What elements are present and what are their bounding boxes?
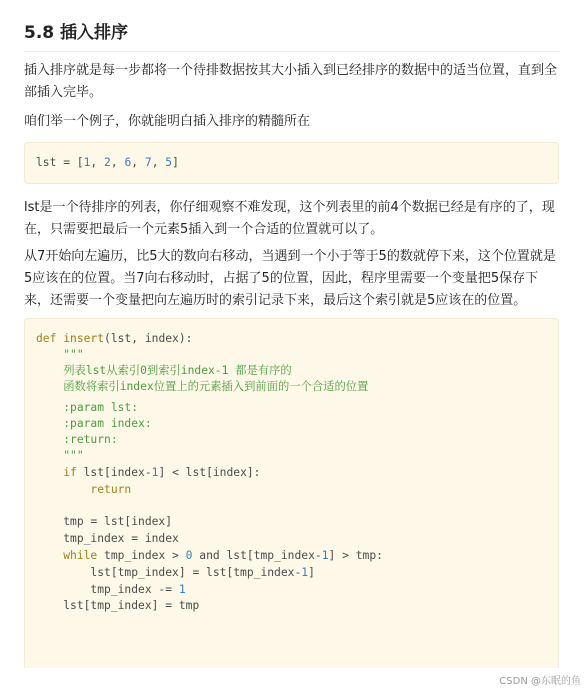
code-line: """ [63, 449, 84, 462]
code-block-insert [24, 318, 559, 668]
code-line: 列表lst从索引0到索引index-1 都是有序的 [63, 364, 292, 377]
code-line: def insert(lst, index): [36, 332, 193, 345]
code-line: lst[tmp_index] = tmp [63, 599, 200, 612]
traversal-line-1: 从7开始向左遍历，比5大的数向右移动，当遇到一个小于等于5的数就停下来，这个位置就是 [24, 249, 556, 264]
code-line: :param index: [63, 417, 152, 430]
code-block-list [24, 142, 559, 184]
explanation-line-1: lst是一个待排序的列表，你仔细观察不难发现，这个列表里的前4个数据已经是有序的了，现 [24, 200, 555, 215]
code-line: :return: [63, 433, 118, 446]
traversal-line-3: 来，还需要一个变量把向左遍历时的索引记录下来，最后这个索引就是5应该在的位置。 [24, 293, 527, 308]
code-line: """ [63, 348, 84, 361]
code-line: tmp_index -= 1 [90, 583, 186, 596]
code-line: lst = [1, 2, 6, 7, 5] [36, 156, 179, 169]
example-paragraph: 咱们举一个例子，你就能明白插入排序的精髓所在 [24, 114, 311, 129]
code-line: if lst[index-1] < lst[index]: [63, 466, 261, 479]
intro-line-2: 部插入完毕。 [24, 85, 103, 100]
code-line: lst[tmp_index] = lst[tmp_index-1] [90, 566, 315, 579]
traversal-line-2: 5应该在的位置。当7向右移动时，占据了5的位置，因此，程序里需要一个变量把5保存下 [24, 271, 539, 286]
code-line: :param lst: [63, 401, 139, 414]
code-line: tmp_index = index [63, 532, 179, 545]
explanation-paragraph [24, 197, 562, 241]
intro-line-1: 插入排序就是每一步都将一个待排数据按其大小插入到已经排序的数据中的适当位置，直到全 [24, 63, 558, 78]
code-line: while tmp_index > 0 and lst[tmp_index-1] > tmp: [63, 549, 383, 562]
code-line: 函数将索引index位置上的元素插入到前面的一个合适的位置 [63, 380, 369, 393]
code-line: return [90, 483, 132, 496]
intro-paragraph [24, 60, 562, 104]
code-line: tmp = lst[index] [63, 515, 173, 528]
traversal-paragraph [24, 246, 562, 312]
explanation-line-2: 在，只需要把最后一个元素5插入到一个合适的位置就可以了。 [24, 222, 384, 237]
csdn-watermark: CSDN @东眠的鱼 [499, 676, 581, 687]
section-heading: 5.8 插入排序 [24, 18, 560, 52]
